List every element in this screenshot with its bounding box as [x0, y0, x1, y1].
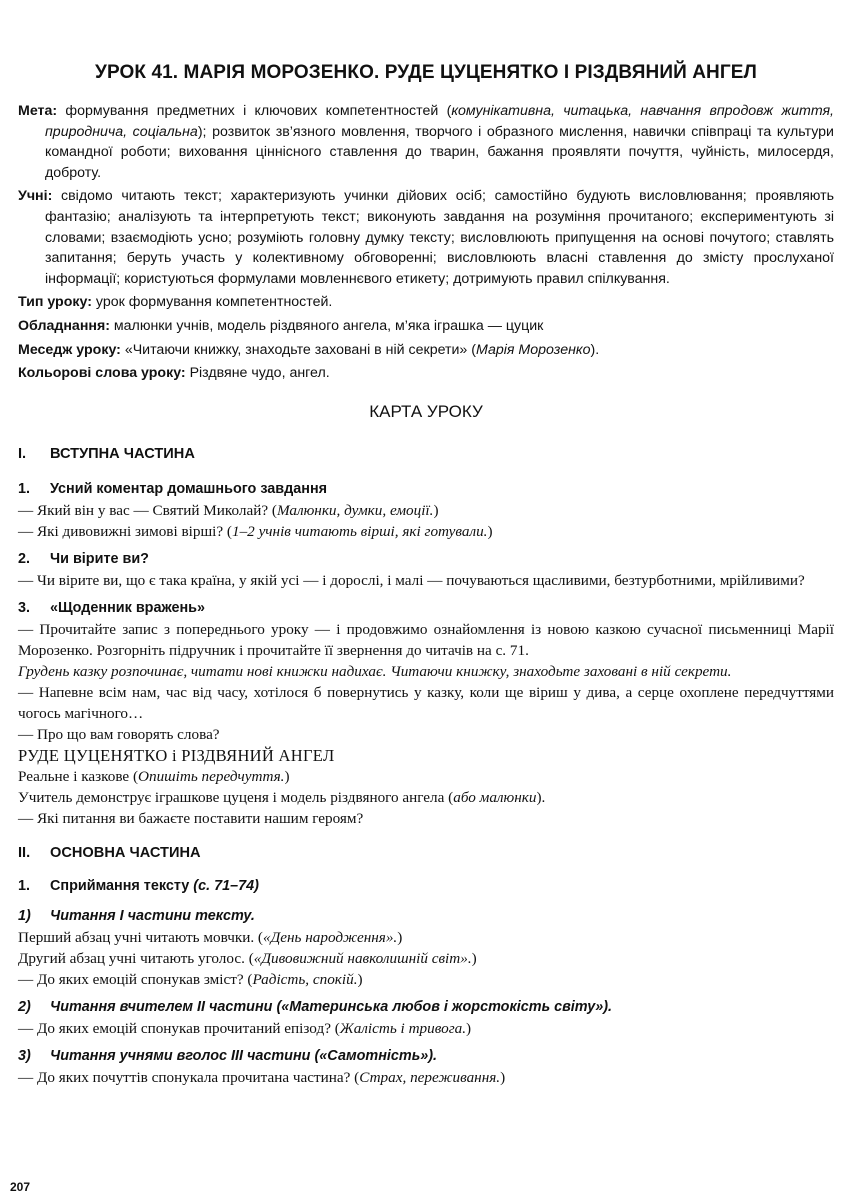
subsection-heading: 1) Читання І частини тексту.: [18, 908, 255, 924]
paragraph: — Прочитайте запис з попереднього уроку — і продовжимо ознайомлення із новою казкою сучасної письменниці Марії Морозенко. Розгорніть підручник і прочитайте її звернення до читачів на с. 71.: [18, 621, 834, 659]
paragraph-italic: Грудень казку розпочинає, читати нові книжки надихає. Читаючи книжку, знаходьте заховані в ній секрети.: [18, 663, 732, 680]
paragraph: Другий абзац учні читають уголос. («Дивовижний навколишній світ».): [18, 950, 477, 967]
meta-equipment: Обладнання: малюнки учнів, модель різдвяного ангела, м’яка іграшка — цуцик: [18, 317, 544, 334]
question: — Чи вірите ви, що є така країна, у якій усі — і дорослі, і малі — почуваються щасливими, безтурботними, мрійливими?: [18, 572, 805, 589]
meta-goal: Мета: формування предметних і ключових компетентностей (комунікативна, читацька, навчання впродовж життя, природнича, соціальна); розвиток зв’язного мовлення, творчого і образного мислення, навички співпраці та культури командної роботи; виховання ціннісного ставлення до тварин, бажання проявляти почуття, чуйність, милосердя, доброту.: [18, 103, 834, 181]
question: — Який він у вас — Святий Миколай? (Малюнки, думки, емоції.): [18, 502, 439, 519]
paragraph: — Які питання ви бажаєте поставити нашим героям?: [18, 810, 364, 827]
question: — До яких емоцій спонукав прочитаний епізод? (Жалість і тривога.): [18, 1020, 472, 1037]
lesson-meta: [18, 101, 834, 387]
question: — До яких почуттів спонукала прочитана частина? (Страх, переживання.): [18, 1069, 506, 1086]
meta-students: Учні: свідомо читають текст; характеризують учинки дійових осіб; самостійно будують висловлювання; проявляють фантазію; аналізують та інтерпретують текст; виконують завдання на розуміння прочитаного; експериментують зі словами; взаємодіють усно; розуміють головну думку тексту; висловлюють припущення на основі почутого; ставлять запитання; беруть участь у колективному обговоренні; висловлюють власні ставлення до змісту прослуханої інформації; користуються формулами мовленнєвого етикету; дотримують правил спілкування.: [18, 188, 834, 287]
paragraph: — Про що вам говорять слова?: [18, 726, 220, 743]
subsection-heading: 1. Сприймання тексту (с. 71–74): [18, 878, 259, 894]
paragraph: Реальне і казкове (Опишіть передчуття.): [18, 768, 290, 785]
subsection-heading: 3. «Щоденник вражень»: [18, 600, 206, 616]
paragraph: — Напевне всім нам, час від часу, хотілося б повернутись у казку, коли ще віриш у дива, а серце охоплене передчуттями чогось магічного…: [18, 684, 834, 722]
page-number: 207: [10, 1180, 31, 1194]
meta-message: Меседж уроку: «Читаючи книжку, знаходьте заховані в ній секрети» (Марія Морозенко).: [18, 341, 600, 358]
paragraph: Перший абзац учні читають мовчки. («День народження».): [18, 929, 403, 946]
subsection-heading: 2) Читання вчителем ІІ частини («Материнська любов і жорстокість світу»).: [18, 999, 613, 1015]
section-heading: I. ВСТУПНА ЧАСТИНА: [18, 446, 195, 462]
paragraph: Учитель демонструє іграшкове цуценя і модель різдвяного ангела (або малюнки).: [18, 789, 546, 806]
subsection-heading: 1. Усний коментар домашнього завдання: [18, 481, 328, 497]
lesson-title: УРОК 41. МАРІЯ МОРОЗЕНКО. РУДЕ ЦУЦЕНЯТКО І РІЗДВЯНИЙ АНГЕЛ: [95, 62, 757, 83]
page: [18, 0, 834, 1200]
meta-type: Тип уроку: урок формування компетентностей.: [18, 294, 333, 311]
meta-color-words: Кольорові слова уроку: Різдвяне чудо, ангел.: [18, 365, 330, 382]
subsection-heading: 3) Читання учнями вголос ІІІ частини («Самотність»).: [18, 1048, 438, 1064]
subsection-heading: 2. Чи вірите ви?: [18, 551, 149, 567]
lesson-map-heading: КАРТА УРОКУ: [369, 402, 483, 421]
question: — Які дивовижні зимові вірші? (1–2 учнів читають вірші, які готували.): [18, 523, 493, 540]
section-heading: II. ОСНОВНА ЧАСТИНА: [18, 845, 201, 861]
story-title: РУДЕ ЦУЦЕНЯТКО і РІЗДВЯНИЙ АНГЕЛ: [18, 746, 335, 765]
lesson-body: [18, 440, 834, 1088]
question: — До яких емоцій спонукав зміст? (Радість, спокій.): [18, 971, 363, 988]
